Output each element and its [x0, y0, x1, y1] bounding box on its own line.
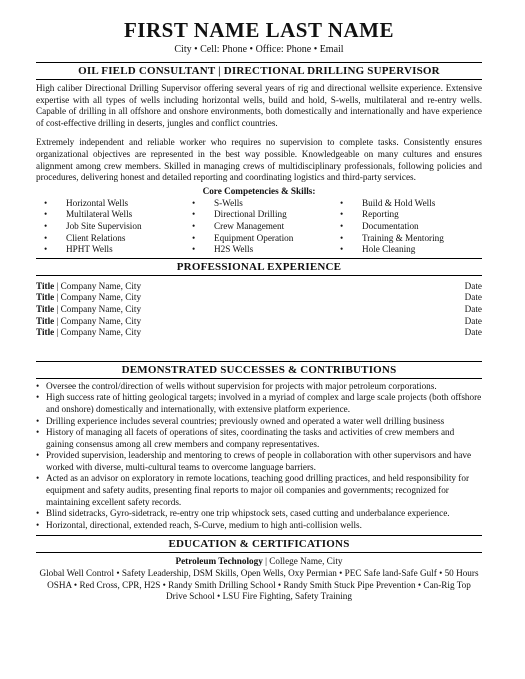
bullet-icon: • [36, 508, 40, 519]
competency-item: • Horizontal Wells [44, 197, 129, 208]
list-item: • Drilling experience includes several countries; previously owned and operated a water well drilling business [36, 415, 445, 426]
competency-item: • Directional Drilling [192, 209, 287, 220]
bullet-icon: • [340, 220, 344, 231]
company: Company Name, City [60, 315, 142, 326]
divider [36, 79, 482, 80]
competency-item: • HPHT Wells [44, 244, 113, 255]
competency-item: • Crew Management [192, 220, 285, 231]
bullet-icon: • [192, 197, 196, 208]
successes-list [36, 381, 482, 532]
summary-paragraph-2: Extremely independent and reliable worker who requires no supervision to complete tasks. Consistently ensures organizational objectives are represented in the best way possible. Knowledgeable on many cultures and ensures alignment among crew members. Skilled in managing crews of multidisciplinary professionals, following policies and procedures, delivering honest and detailed reporting and coordinating logistics and third-party services. [36, 137, 482, 183]
list-item: • Horizontal, directional, extended reach, S-Curve, medium to high anti-collision wells. [36, 519, 362, 530]
bullet-icon: • [192, 220, 196, 231]
competency-item: • S-Wells [192, 197, 243, 208]
successes-title: DEMONSTRATED SUCCESSES & CONTRIBUTIONS [121, 363, 397, 376]
headline: OIL FIELD CONSULTANT | DIRECTIONAL DRILLING SUPERVISOR [78, 65, 440, 77]
company: Company Name, City [60, 327, 142, 338]
job-date: Date [464, 327, 482, 338]
divider [36, 62, 482, 63]
bullet-icon: • [36, 380, 40, 391]
bullet-icon: • [44, 197, 48, 208]
company: Company Name, City [60, 280, 142, 291]
list-item: • Acted as an advisor on exploratory in remote locations, teaching good drilling practices, and held responsibility for equipment and safety audits, presenting final reports to major oil companies and governments; recognized for maintaining excellent safety records. [36, 473, 470, 507]
bullet-icon: • [36, 427, 40, 438]
bullet-icon: • [44, 244, 48, 255]
school: | College Name, City [262, 556, 343, 567]
competency-item: • Training & Mentoring [340, 232, 444, 243]
competency-item: • H2S Wells [192, 244, 254, 255]
bullet-icon: • [36, 415, 40, 426]
bullet-icon: • [36, 519, 40, 530]
job-date: Date [464, 280, 482, 291]
bullet-icon: • [44, 220, 48, 231]
divider [36, 258, 482, 259]
bullet-icon: • [44, 232, 48, 243]
candidate-name: FIRST NAME LAST NAME [123, 18, 395, 42]
summary-paragraph-1: High caliber Directional Drilling Supervisor offering several years of rig and directional wellsite experience. Extensive expertise with all types of wells including horizontal wells, build and hold, S-wells, multilateral and re-entry wells. Capable of drilling in all offshore and onshore environments, both domestically and internationally and have experience of cost-effective drilling in deserts, jungles and conflict countries. [36, 83, 482, 128]
competency-item: • Equipment Operation [192, 232, 294, 243]
bullet-icon: • [36, 473, 40, 484]
job-row: Title | Company Name, City Date [36, 292, 482, 303]
competency-item: • Build & Hold Wells [340, 197, 436, 208]
job-date: Date [464, 303, 482, 314]
divider [36, 378, 482, 379]
resume-page [36, 0, 482, 603]
job-date: Date [464, 292, 482, 303]
bullet-icon: • [340, 232, 344, 243]
company: Company Name, City [60, 292, 142, 303]
bullet-icon: • [36, 450, 40, 461]
job-row: Title | Company Name, City Date [36, 315, 482, 326]
bullet-icon: • [192, 232, 196, 243]
divider [36, 275, 482, 276]
job-title: Title [36, 280, 55, 291]
divider [36, 552, 482, 553]
competencies-title: Core Competencies & Skills: [202, 185, 316, 196]
company: Company Name, City [60, 303, 142, 314]
job-row: Title | Company Name, City Date [36, 280, 482, 291]
job-row: Title | Company Name, City Date [36, 303, 482, 314]
bullet-icon: • [36, 392, 40, 403]
job-title: Title [36, 292, 55, 303]
bullet-icon: • [192, 209, 196, 220]
competency-item: • Reporting [340, 209, 399, 220]
list-item: • History of managing all facets of operations of sites, coordinating the tasks and activities of crew members and gaining consensus among all crew members and company representatives. [36, 427, 455, 449]
competency-item: • Client Relations [44, 232, 126, 243]
bullet-icon: • [340, 244, 344, 255]
competencies-grid [36, 198, 482, 258]
divider [36, 361, 482, 362]
competency-item: • Hole Cleaning [340, 244, 416, 255]
list-item: • High success rate of hitting geological targets; involved in a myriad of complex and large scale projects (both offshore and onshore) domestically and internationally, with extensive platform experience. [36, 392, 482, 414]
bullet-icon: • [44, 209, 48, 220]
competency-item: • Job Site Supervision [44, 220, 142, 231]
bullet-icon: • [340, 197, 344, 208]
job-row: Title | Company Name, City Date [36, 327, 482, 338]
competencies-column [340, 198, 444, 256]
competency-item: • Documentation [340, 220, 419, 231]
competencies-column [44, 198, 142, 256]
contact-line: City • Cell: Phone • Office: Phone • Email [174, 44, 344, 55]
competencies-column [192, 198, 293, 256]
education-block [36, 556, 482, 602]
job-title: Title [36, 327, 55, 338]
bullet-icon: • [340, 209, 344, 220]
job-date: Date [464, 315, 482, 326]
list-item: • Oversee the control/direction of wells without supervision for projects with major petroleum corporations. [36, 380, 437, 391]
competency-item: • Multilateral Wells [44, 209, 133, 220]
bullet-icon: • [192, 244, 196, 255]
job-title: Title [36, 303, 55, 314]
list-item: • Blind sidetracks, Gyro-sidetrack, re-entry one trip whipstock sets, cased cutting and underbalance experience. [36, 508, 450, 519]
degree-line [36, 556, 482, 568]
list-item: • Provided supervision, leadership and mentoring to crews of people in collaboration with other supervisors and have worked with diverse, multi-cultural teams to overcome language barriers. [36, 450, 472, 472]
divider [36, 535, 482, 536]
degree: Petroleum Technology [175, 556, 263, 567]
education-title: EDUCATION & CERTIFICATIONS [168, 538, 350, 551]
certifications: Global Well Control • Safety Leadership, DSM Skills, Open Wells, Oxy Permian • PEC Safe land-Safe Gulf • 50 Hours OSHA • Red Cross, CPR, H2S • Randy Smith Drilling School • Randy Smith Stuck Pipe Prevention • Can-Rig Top Drive School • LSU Fire Fighting, Safety Training [39, 568, 479, 602]
experience-title: PROFESSIONAL EXPERIENCE [176, 260, 342, 273]
job-title: Title [36, 315, 55, 326]
experience-list [36, 281, 482, 339]
